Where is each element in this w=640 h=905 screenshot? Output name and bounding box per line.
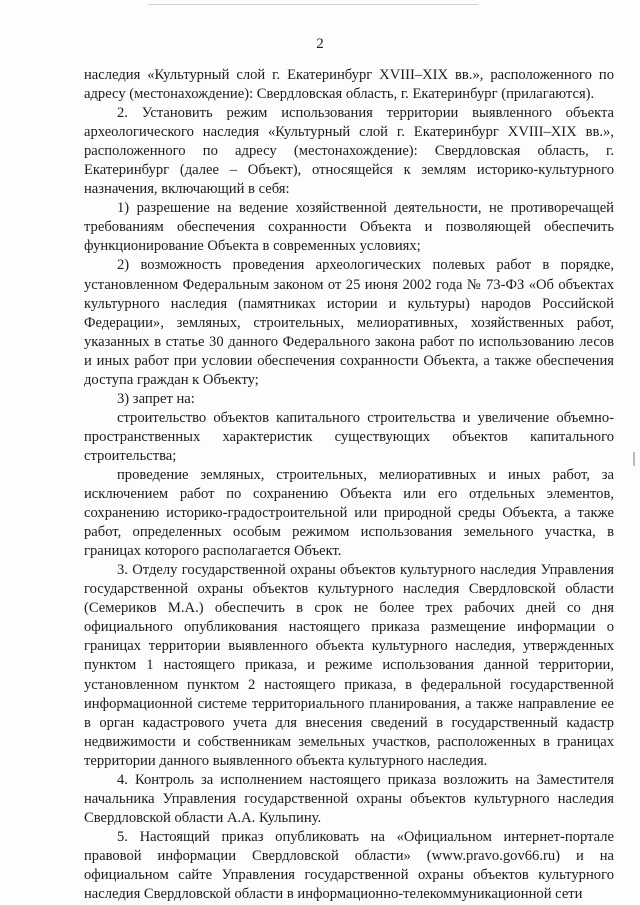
paragraph: 3. Отделу государственной охраны объектов культурного наследия Управления государственной охраны объектов культурного наследия Свердловской области (Семериков М.А.) обеспечить в срок не более трех рабочих дней со дня официального опубликования настоящего приказа размещение информации о границах территории выявленного объекта культурного наследия, утвержденных пунктом 1 настоящего приказа, и режиме использования данной территории, установленном пунктом 2 настоящего приказа, в федеральной государственной информационной системе территориального планирования, а также направление ее в орган кадастрового учета для внесения сведений в государственный кадастр недвижимости и собственникам земельных участков, расположенных в границах территории данного выявленного объекта культурного наследия.: [84, 562, 614, 769]
paragraph: строительство объектов капитального строительства и увеличение объемно-пространственных характеристик существующих объектов капитального строительства;: [84, 409, 614, 464]
paragraph: 2. Установить режим использования территории выявленного объекта археологического наследия «Культурный слой г. Екатеринбург XVIII–XIX вв.», расположенного по адресу (местонахождение): Свердловская область, г. Екатеринбург (далее – Объект), относящейся к землям историко-культурного назначения, включающий в себя:: [84, 105, 614, 198]
paragraph: наследия «Культурный слой г. Екатеринбург XVIII–XIX вв.», расположенного по адресу (местонахождение): Свердловская область, г. Екатеринбург (прилагаются).: [84, 67, 614, 103]
scan-artifact-line: [148, 4, 478, 5]
paragraph: 4. Контроль за исполнением настоящего приказа возложить на Заместителя начальника Управления государственной охраны объектов культурного наследия Свердловской области А.А. Кульпину.: [84, 771, 614, 826]
scan-artifact-mark: [633, 452, 635, 466]
paragraph: 5. Настоящий приказ опубликовать на «Официальном интернет-портале правовой информации Свердловской области» (www.pravo.gov66.ru) и на официальном сайте Управления государственной охраны объектов культурного наследия Свердловской области в информационно-телекоммуникационной сети: [84, 828, 614, 903]
paragraph: 2) возможность проведения археологических полевых работ в порядке, установленном Федеральным законом от 25 июня 2002 года № 73-ФЗ «Об объектах культурного наследия (памятниках истории и культуры) народов Российской Федерации», земляных, строительных, мелиоративных, хозяйственных работ, указанных в статье 30 данного Федерального закона работ по использованию лесов и иных работ при условии обеспечения сохранности Объекта, а также обеспечения доступа граждан к Объекту;: [84, 257, 614, 388]
paragraph: проведение земляных, строительных, мелиоративных и иных работ, за исключением работ по сохранению Объекта или его отдельных элементов, сохранению историко-градостроительной или природной среды Объекта, а также работ, определенных особым режимом использования земельного участка, в границах которого располагается Объект.: [84, 466, 614, 560]
document-body: [84, 66, 614, 904]
paragraph: 1) разрешение на ведение хозяйственной деятельности, не противоречащей требованиям обеспечения сохранности Объекта и позволяющей обеспечить функционирование Объекта в современных условиях;: [84, 200, 614, 255]
page-number: 2: [316, 36, 324, 52]
paragraph: 3) запрет на:: [117, 390, 195, 407]
